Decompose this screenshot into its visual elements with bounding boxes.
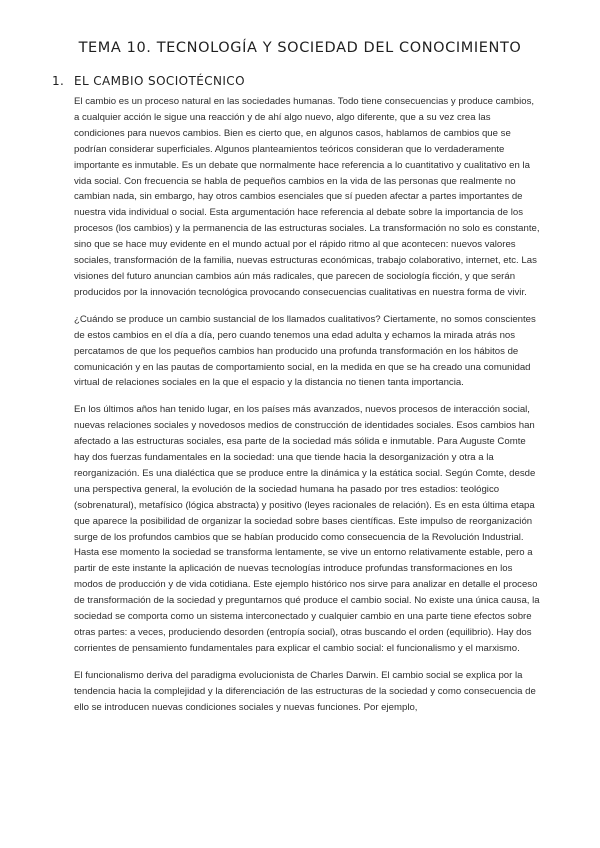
paragraph-4: El funcionalismo deriva del paradigma evolucionista de Charles Darwin. El cambio social se explica por la tendencia hacia la complejidad y la diferenciación de las estructuras de la sociedad y como consecuencia de ello se introducen nuevas condiciones sociales y nuevas funciones. Por ejemplo, — [74, 669, 536, 713]
document-title: TEMA 10. TECNOLOGÍA Y SOCIEDAD DEL CONOCIMIENTO — [78, 40, 522, 56]
section-title: EL CAMBIO SOCIOTÉCNICO — [74, 74, 245, 88]
paragraph-1: El cambio es un proceso natural en las sociedades humanas. Todo tiene consecuencias y produce cambios, a cualquier acción le sigue una reacción y de ahí algo nuevo, algo diferente, que a su vez crea las condiciones para nuevos cambios. Bien es cierto que, en algunos casos, hablamos de cambios que se podrían considerar superficiales. Algunos planteamientos teóricos consideran que lo verdaderamente importante es inmutable. Es un debate que normalmente hace referencia a lo cuantitativo y cualitativo en la vida social. Con frecuencia se habla de pequeños cambios en la vida de las personas que realmente no cambian nada, sin embargo, hay otros cambios esenciales que sí pueden afectar a partes importantes de nuestra vida individual o social. Esta argumentación hace referencia al debate sobre la importancia de los procesos (los cambios) y la permanencia de las estructuras sociales. La transformación no solo es constante, sino que se hace muy evidente en el mundo actual por el rápido ritmo al que acontecen: nuevos valores sociales, transformación de la familia, nuevas estructuras económicas, trabajo colaborativo, internet, etc. Las visiones del futuro anuncian cambios aún más radicales, que parecen de sociología ficción, y que serán producidos por la innovación tecnológica provocando consecuencias cualitativas en nuestra forma de vivir. — [74, 96, 540, 298]
paragraph-3: En los últimos años han tenido lugar, en los países más avanzados, nuevos procesos de interacción social, nuevas relaciones sociales y novedosos medios de construcción de identidades sociales. Esos cambios han afectado a las estructuras sociales, esa parte de la sociedad más sólida e inmutable. Para Auguste Comte hay dos fuerzas fundamentales en la sociedad: una que tiende hacia la desorganización y otra a la reorganización. Es una dialéctica que se produce entre la dinámica y la estática social. Según Comte, desde una perspectiva general, la evolución de la sociedad humana ha pasado por tres estadios: teológico (sobrenatural), metafísico (lógica abstracta) y positivo (leyes racionales de relación). Es en esta última etapa que aparece la posibilidad de organizar la sociedad sobre bases científicas. Este impulso de reorganización surge de los profundos cambios que se habían producido como consecuencia de la Revolución Industrial. Hasta ese momento la sociedad se transforma lentamente, se vive un entorno relativamente estable, pero a partir de este instante la aplicación de nuevas tecnologías introduce profundas transformaciones en los modos de producción y de vida cotidiana. Este ejemplo histórico nos sirve para analizar en detalle el proceso de transformación de la sociedad y preguntarnos qué produce el cambio social. No existe una única causa, la sociedad se comporta como un sistema interconectado y cualquier cambio en una parte tiene efectos sobre otras partes: a veces, produciendo desorden (entropía social), otras buscando el orden (equilibrio). Hay dos corrientes de pensamiento fundamentales para explicar el cambio social: el funcionalismo y el marxismo. — [74, 404, 540, 654]
section-number: 1. — [52, 74, 65, 88]
section-heading — [52, 74, 542, 88]
paragraph-2: ¿Cuándo se produce un cambio sustancial de los llamados cualitativos? Ciertamente, no somos conscientes de estos cambios en el día a día, pero cuando tenemos una edad adulta y echamos la mirada atrás nos percatamos de que los pequeños cambios han producido una profunda transformación en los hábitos de comunicación y en las pautas de comportamiento social, en la medida en que se ha creado una comunidad virtual de relaciones sociales en la que el espacio y la distancia no tienen tanta importancia. — [74, 313, 536, 389]
